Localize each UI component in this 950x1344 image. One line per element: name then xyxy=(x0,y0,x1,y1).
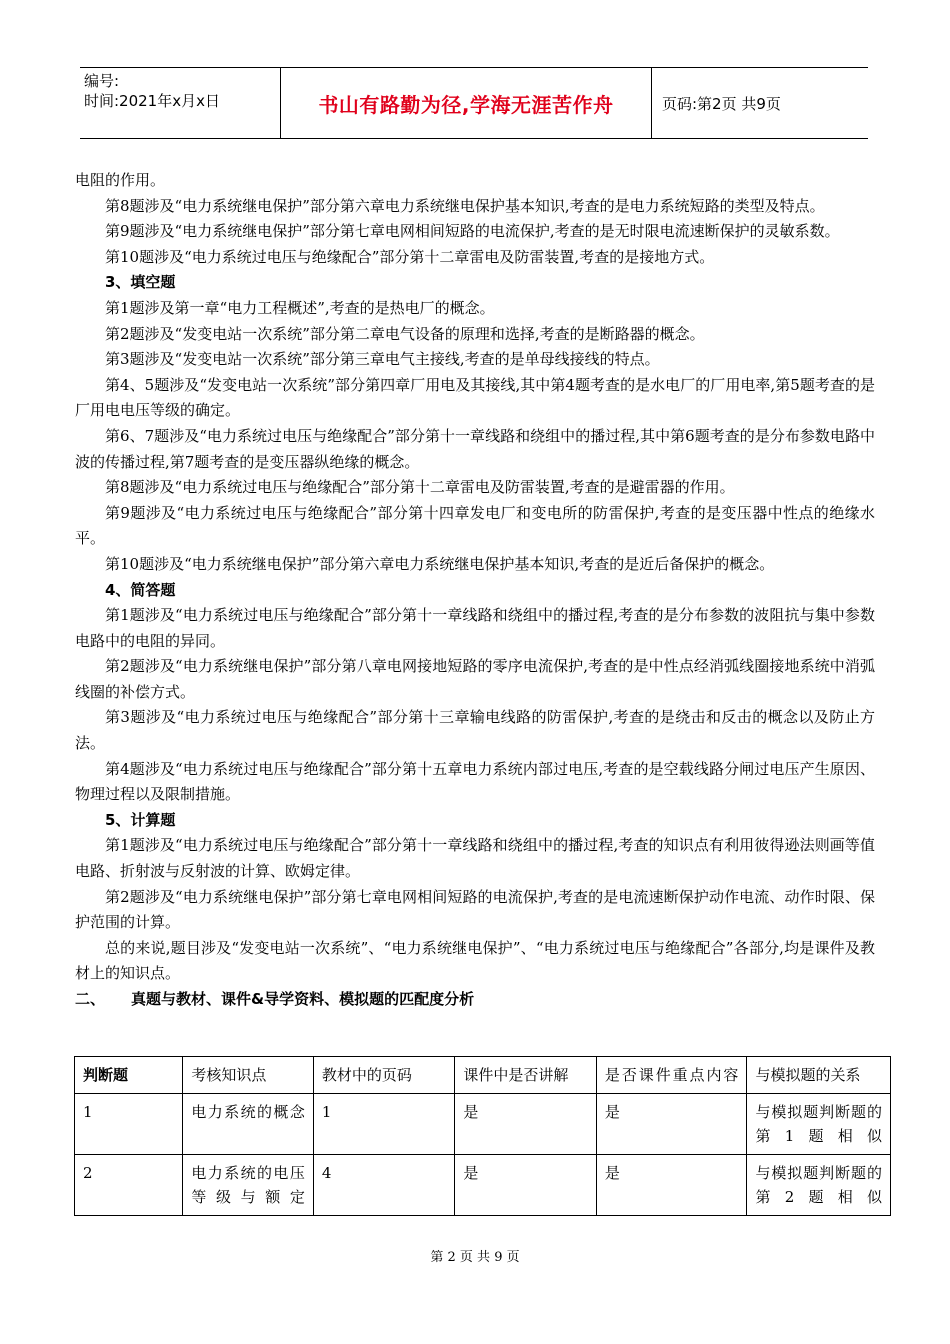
document-body xyxy=(75,168,875,1013)
paragraph: 第6、7题涉及“电力系统过电压与绝缘配合”部分第十一章线路和绕组中的播过程,其中第6题考查的是分布参数电路中波的传播过程,第7题考查的是变压器纵绝缘的概念。 xyxy=(75,426,875,471)
table-cell: 4 xyxy=(313,1155,455,1216)
paragraph: 电阻的作用。 xyxy=(75,171,166,189)
table-header-cell: 判断题 xyxy=(75,1057,183,1094)
section-two-title: 真题与教材、课件&导学资料、模拟题的匹配度分析 xyxy=(131,990,475,1008)
table-cell: 是 xyxy=(596,1094,747,1155)
table-cell: 与模拟题判断题的第1题相似 xyxy=(747,1094,891,1155)
header-right xyxy=(652,68,868,138)
table-header-cell: 考核知识点 xyxy=(183,1057,313,1094)
paragraph: 第2题涉及“发变电站一次系统”部分第二章电气设备的原理和选择,考查的是断路器的概念。 xyxy=(105,324,705,343)
paragraph: 第9题涉及“电力系统过电压与绝缘配合”部分第十四章发电厂和变电所的防雷保护,考查的是变压器中性点的绝缘水平。 xyxy=(75,503,875,548)
paragraph: 第2题涉及“电力系统继电保护”部分第七章电网相间短路的电流保护,考查的是电流速断保护动作电流、动作时限、保护范围的计算。 xyxy=(75,887,875,932)
paragraph: 第4、5题涉及“发变电站一次系统”部分第四章厂用电及其接线,其中第4题考查的是水电厂的厂用电率,第5题考查的是厂用电电压等级的确定。 xyxy=(75,375,875,420)
table-cell: 与模拟题判断题的第2题相似 xyxy=(747,1155,891,1216)
paragraph: 第3题涉及“电力系统过电压与绝缘配合”部分第十三章输电线路的防雷保护,考查的是绕击和反击的概念以及防止方法。 xyxy=(75,708,875,753)
table-row xyxy=(75,1094,891,1155)
paragraph: 总的来说,题目涉及“发变电站一次系统”、“电力系统继电保护”、“电力系统过电压与绝缘配合”各部分,均是课件及教材上的知识点。 xyxy=(75,938,875,983)
paragraph: 第8题涉及“电力系统过电压与绝缘配合”部分第十二章雷电及防雷装置,考查的是避雷器的作用。 xyxy=(105,478,735,497)
paragraph: 第4题涉及“电力系统过电压与绝缘配合”部分第十五章电力系统内部过电压,考查的是空载线路分闸过电压产生原因、物理过程以及限制措施。 xyxy=(75,759,875,804)
table-cell: 电力系统的概念 xyxy=(183,1094,313,1155)
table-row xyxy=(75,1155,891,1216)
paragraph: 第1题涉及第一章“电力工程概述”,考查的是热电厂的概念。 xyxy=(105,298,495,317)
section-heading-fill-in: 3、填空题 xyxy=(105,273,176,292)
paragraph: 第8题涉及“电力系统继电保护”部分第六章电力系统继电保护基本知识,考查的是电力系统短路的类型及特点。 xyxy=(105,196,825,215)
table-cell: 2 xyxy=(75,1155,183,1216)
section-two-number: 二、 xyxy=(75,990,106,1008)
table-cell: 是 xyxy=(596,1155,747,1216)
paragraph: 第10题涉及“电力系统继电保护”部分第六章电力系统继电保护基本知识,考查的是近后备保护的概念。 xyxy=(105,554,775,573)
header-middle xyxy=(280,68,652,138)
table-header-cell: 教材中的页码 xyxy=(313,1057,455,1094)
table-cell: 是 xyxy=(455,1155,597,1216)
page-header xyxy=(80,67,868,139)
header-left xyxy=(80,68,280,138)
table-cell: 1 xyxy=(75,1094,183,1155)
table-header-cell: 课件中是否讲解 xyxy=(455,1057,597,1094)
table-cell: 电力系统的电压等级与额定 xyxy=(183,1155,313,1216)
paragraph: 第9题涉及“电力系统继电保护”部分第七章电网相间短路的电流保护,考查的是无时限电流速断保护的灵敏系数。 xyxy=(105,222,840,241)
table-cell: 是 xyxy=(455,1094,597,1155)
section-heading-calculation: 5、计算题 xyxy=(105,810,176,829)
page-footer xyxy=(0,1246,950,1265)
paragraph: 第10题涉及“电力系统过电压与绝缘配合”部分第十二章雷电及防雷装置,考查的是接地方式。 xyxy=(105,247,715,266)
header-page-label: 页码:第2页 共9页 xyxy=(662,94,781,113)
footer-page-number: 第 2 页 共 9 页 xyxy=(430,1250,520,1265)
document-number-label: 编号: xyxy=(84,72,120,90)
paragraph: 第2题涉及“电力系统继电保护”部分第八章电网接地短路的零序电流保护,考查的是中性点经消弧线圈接地系统中消弧线圈的补偿方式。 xyxy=(75,657,875,701)
paragraph: 第3题涉及“发变电站一次系统”部分第三章电气主接线,考查的是单母线接线的特点。 xyxy=(105,350,660,369)
paragraph: 第1题涉及“电力系统过电压与绝缘配合”部分第十一章线路和绕组中的播过程,考查的是分布参数的波阻抗与集中参数电路中的电阻的异同。 xyxy=(75,606,875,650)
header-motto: 书山有路勤为径,学海无涯苦作舟 xyxy=(318,92,614,117)
match-analysis-table xyxy=(74,1056,891,1216)
document-time-label: 时间:2021年x月x日 xyxy=(84,92,220,110)
table-header-cell: 与模拟题的关系 xyxy=(747,1057,891,1094)
table-header-cell: 是否课件重点内容 xyxy=(596,1057,747,1094)
table-cell: 1 xyxy=(313,1094,455,1155)
table-header-row xyxy=(75,1057,891,1094)
section-two-heading xyxy=(75,987,875,1013)
section-heading-short-answer: 4、简答题 xyxy=(105,580,176,599)
paragraph: 第1题涉及“电力系统过电压与绝缘配合”部分第十一章线路和绕组中的播过程,考查的知识点有利用彼得逊法则画等值电路、折射波与反射波的计算、欧姆定律。 xyxy=(75,836,875,881)
